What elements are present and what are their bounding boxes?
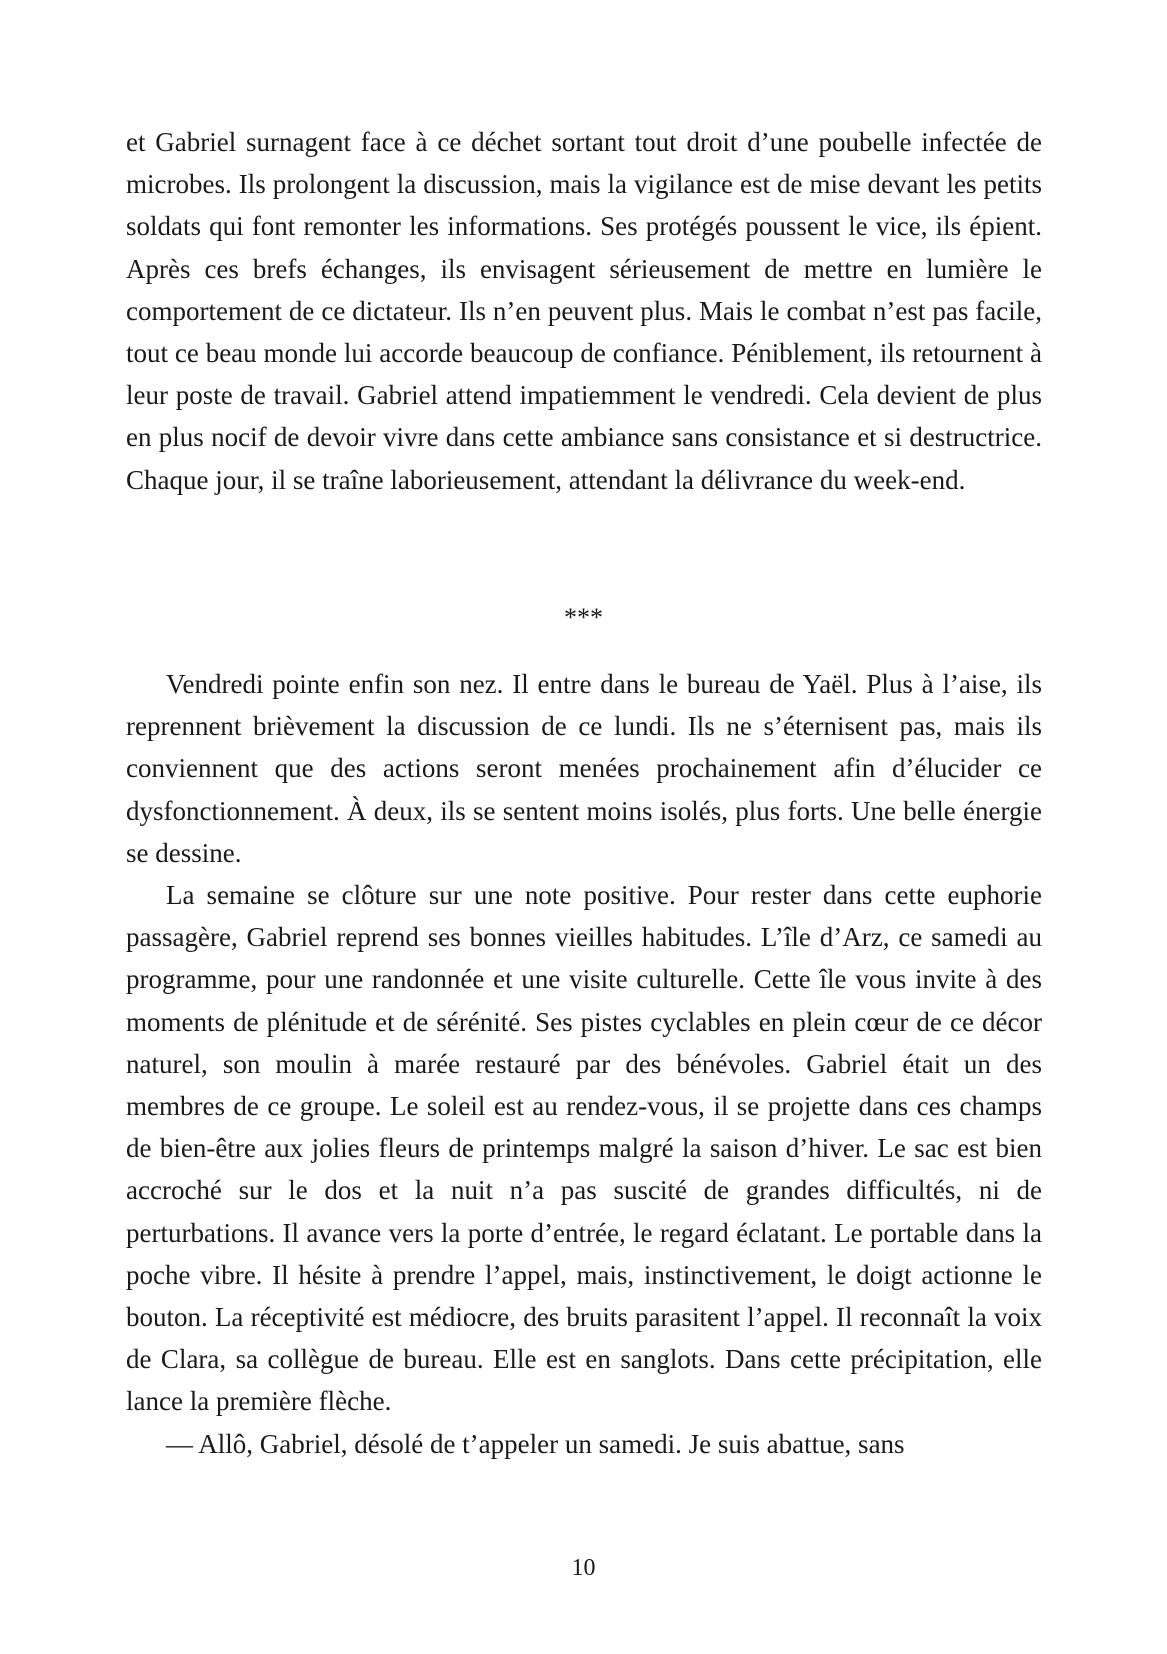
text-block-top (126, 121, 1042, 501)
paragraph-dialogue: — Allô, Gabriel, désolé de t’appeler un samedi. Je suis abattue, sans (166, 1428, 905, 1459)
paragraph: La semaine se clôture sur une note positive. Pour rester dans cette euphorie passagère, Gabriel reprend ses bonnes vieilles habitudes. L’île d’Arz, ce samedi au programme, pour une randonnée et une visite culturelle. Cette île vous invite à des moments de plénitude et de sérénité. Ses pistes cyclables en plein cœur de ce décor naturel, son moulin à marée restauré par des bénévoles. Gabriel était un des membres de ce groupe. Le soleil est au rendez-vous, il se projette dans ces champs de bien-être aux jolies fleurs de printemps malgré la saison d’hiver. Le sac est bien accroché sur le dos et la nuit n’a pas suscité de grandes difficultés, ni de perturbations. Il avance vers la porte d’entrée, le regard éclatant. Le portable dans la poche vibre. Il hésite à prendre l’appel, mais, instinctivement, le doigt actionne le bouton. La réceptivité est médiocre, des bruits parasitent l’appel. Il reconnaît la voix de Clara, sa collègue de bureau. Elle est en sanglots. Dans cette précipitation, elle lance la première flèche. (126, 880, 1042, 1417)
paragraph: Vendredi pointe enfin son nez. Il entre dans le bureau de Yaël. Plus à l’aise, ils reprennent brièvement la discussion de ce lundi. Ils ne s’éternisent pas, mais ils conviennent que des actions seront menées prochainement afin d’élucider ce dysfonctionnement. À deux, ils se sentent moins isolés, plus forts. Une belle énergie se dessine. (126, 669, 1042, 868)
separator-asterisks: *** (564, 603, 603, 632)
section-separator (0, 603, 1167, 633)
text-block-bottom (126, 663, 1042, 1465)
paragraph-continuation: et Gabriel surnagent face à ce déchet sortant tout droit d’une poubelle infectée de microbes. Ils prolongent la discussion, mais la vigilance est de mise devant les petits soldats qui font remonter les informations. Ses protégés poussent le vice, ils épient. Après ces brefs échanges, ils envisagent sérieusement de mettre en lumière le comportement de ce dictateur. Ils n’en peuvent plus. Mais le combat n’est pas facile, tout ce beau monde lui accorde beaucoup de confiance. Péniblement, ils retournent à leur poste de travail. Gabriel attend impatiemment le vendredi. Cela devient de plus en plus nocif de devoir vivre dans cette ambiance sans consistance et si destructrice. Chaque jour, il se traîne laborieusement, attendant la délivrance du week-end. (126, 127, 1042, 495)
page-number: 10 (571, 1555, 596, 1581)
